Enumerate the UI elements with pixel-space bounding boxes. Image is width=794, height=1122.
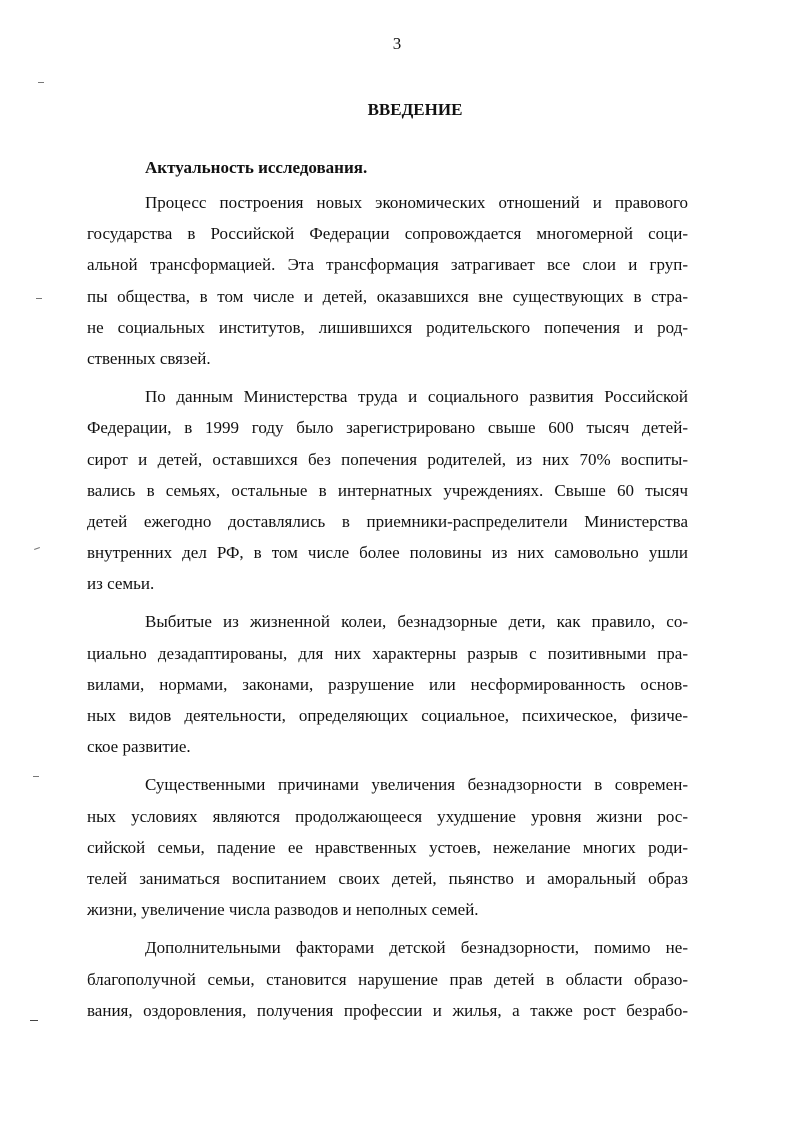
paragraph xyxy=(87,381,688,599)
chapter-title: ВВЕДЕНИЕ xyxy=(367,100,463,119)
text-line: вилами, нормами, законами, разрушение или несформированность основ- xyxy=(87,674,688,694)
scan-mark xyxy=(34,547,40,550)
text-line: пы общества, в том числе и детей, оказавшихся вне существующих в стра- xyxy=(87,286,688,306)
text-line: Существенными причинами увеличения безнадзорности в современ- xyxy=(145,775,688,795)
paragraph xyxy=(87,932,688,1026)
text-line: внутренних дел РФ, в том числе более половины из них самовольно ушли xyxy=(87,543,688,563)
scan-mark xyxy=(38,82,44,83)
text-line: телей заниматься воспитанием своих детей, пьянство и аморальный образ xyxy=(87,868,688,888)
text-line: ных условиях являются продолжающееся ухудшение уровня жизни рос- xyxy=(87,806,688,826)
text-line: жизни, увеличение числа разводов и неполных семей. xyxy=(87,900,479,920)
scan-mark xyxy=(30,1020,38,1021)
section-heading: Актуальность исследования. xyxy=(145,158,368,177)
text-line: Федерации, в 1999 году было зарегистрировано свыше 600 тысяч детей- xyxy=(87,418,688,438)
text-line: По данным Министерства труда и социального развития Российской xyxy=(145,387,688,407)
text-line: вались в семьях, остальные в интернатных учреждениях. Свыше 60 тысяч xyxy=(87,480,688,500)
text-line: сийской семьи, падение ее нравственных устоев, нежелание многих роди- xyxy=(87,837,688,857)
scan-mark xyxy=(33,776,39,777)
text-line: не социальных институтов, лишившихся родительского попечения и род- xyxy=(87,317,688,337)
text-line: благополучной семьи, становится нарушение прав детей в области образо- xyxy=(87,969,688,989)
text-line: Процесс построения новых экономических отношений и правового xyxy=(145,193,688,212)
paragraph xyxy=(87,769,688,925)
paragraph xyxy=(87,606,688,762)
text-line: вания, оздоровления, получения профессии и жилья, а также рост безрабо- xyxy=(87,1000,688,1020)
text-line: ных видов деятельности, определяющих социальное, психическое, физиче- xyxy=(87,706,688,725)
text-line: ское развитие. xyxy=(87,737,191,757)
text-line: Выбитые из жизненной колеи, безнадзорные дети, как правило, со- xyxy=(145,612,688,632)
text-line: сирот и детей, оставшихся без попечения родителей, из них 70% воспиты- xyxy=(87,449,688,469)
text-line: альной трансформацией. Эта трансформация затрагивает все слои и груп- xyxy=(87,255,688,275)
text-line: Дополнительными факторами детской безнадзорности, помимо не- xyxy=(145,938,688,958)
paragraph xyxy=(87,187,688,374)
text-line: из семьи. xyxy=(87,574,155,594)
text-line: ственных связей. xyxy=(87,348,211,368)
text-line: детей ежегодно доставлялись в приемники-распределители Министерства xyxy=(87,511,688,531)
body-text xyxy=(87,187,688,1033)
text-line: циально дезадаптированы, для них характерны разрыв с позитивными пра- xyxy=(87,643,688,663)
scan-mark xyxy=(36,298,42,299)
page-number: 3 xyxy=(392,34,402,53)
text-line: государства в Российской Федерации сопровождается многомерной соци- xyxy=(87,224,688,244)
